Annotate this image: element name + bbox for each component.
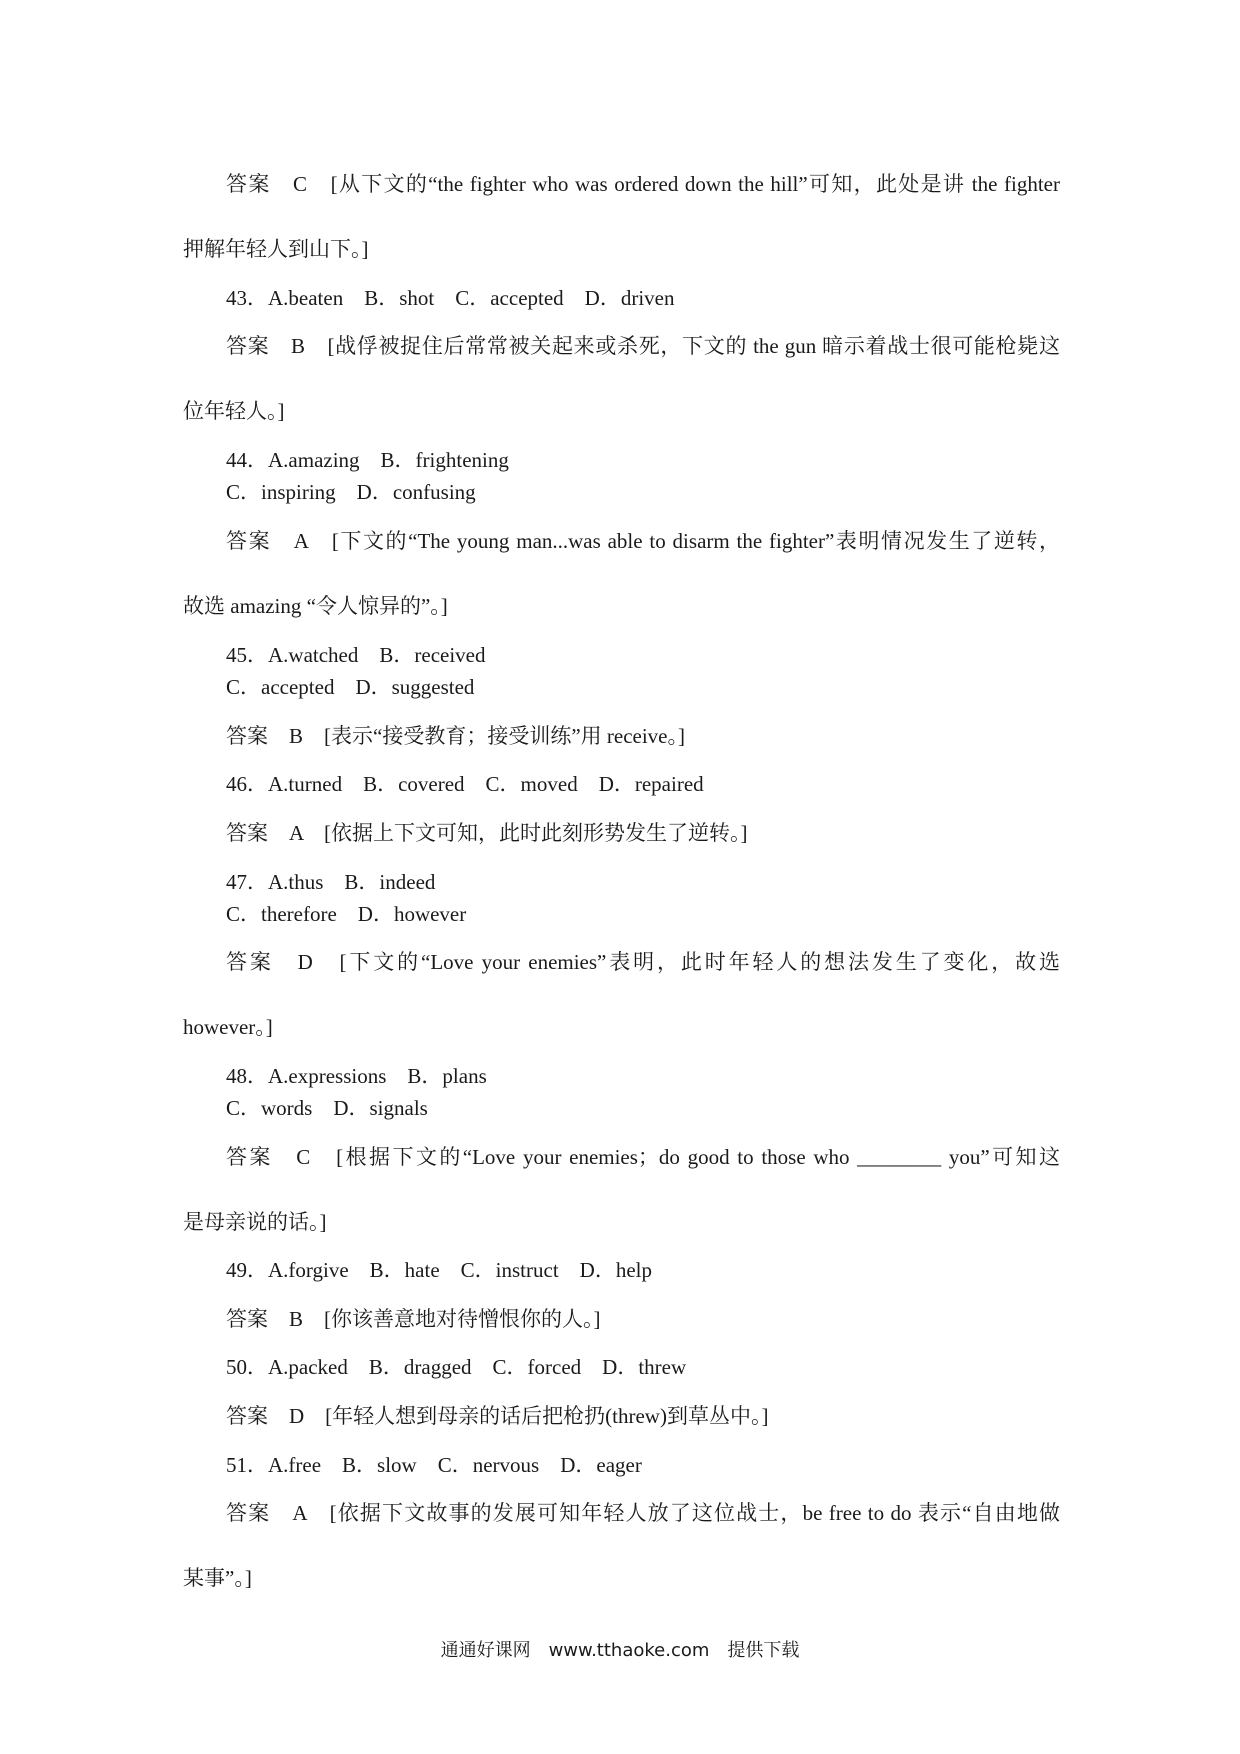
document-line: 45．A.watched B．received [226, 643, 486, 667]
continuation-line: 某事”。] [183, 1566, 252, 1590]
document-line: C．inspiring D．confusing [226, 480, 476, 504]
document-line: 答案 D [年轻人想到母亲的话后把枪扔(threw)到草丛中。] [226, 1404, 769, 1428]
document-line: C．accepted D．suggested [226, 675, 475, 699]
document-line: 答案 A [下文的“The young man...was able to disarm the fighter”表明情况发生了逆转， [226, 529, 1060, 553]
document-line: 44．A.amazing B．frightening [226, 448, 509, 472]
continuation-line: however。] [183, 1015, 273, 1039]
continuation-line: 押解年轻人到山下。] [183, 237, 369, 261]
continuation-line: 位年轻人。] [183, 399, 285, 423]
document-line: 答案 C [根据下文的“Love your enemies；do good to those who ________ you”可知这 [226, 1145, 1060, 1169]
document-line: 答案 D [下文的“Love your enemies”表明，此时年轻人的想法发生了变化，故选 [226, 950, 1060, 974]
document-line: 50．A.packed B．dragged C．forced D．threw [226, 1355, 687, 1379]
document-line: 51．A.free B．slow C．nervous D．eager [226, 1453, 642, 1477]
continuation-line: 是母亲说的话。] [183, 1210, 327, 1234]
document-line: 答案 B [你该善意地对待憎恨你的人。] [226, 1307, 601, 1331]
document-line: 答案 B [表示“接受教育；接受训练”用 receive。] [226, 724, 685, 748]
document-line: 46．A.turned B．covered C．moved D．repaired [226, 772, 704, 796]
document-line: C．words D．signals [226, 1096, 428, 1120]
document-line: 47．A.thus B．indeed [226, 870, 436, 894]
document-line: 答案 A [依据下文故事的发展可知年轻人放了这位战士，be free to do 表示“自由地做 [226, 1501, 1060, 1525]
document-line: 43．A.beaten B．shot C．accepted D．driven [226, 286, 675, 310]
document-line: 答案 C [从下文的“the fighter who was ordered down the hill”可知，此处是讲 the fighter [226, 172, 1060, 196]
page-footer: 通通好课网 www.tthaoke.com 提供下载 [440, 1640, 800, 1661]
document-line: C．therefore D．however [226, 902, 467, 926]
continuation-line: 故选 amazing “令人惊异的”。] [183, 594, 448, 618]
document-line: 48．A.expressions B．plans [226, 1064, 487, 1088]
document-line: 答案 A [依据上下文可知，此时此刻形势发生了逆转。] [226, 821, 748, 845]
document-line: 答案 B [战俘被捉住后常常被关起来或杀死，下文的 the gun 暗示着战士很可能枪毙这 [226, 334, 1060, 358]
document-line: 49．A.forgive B．hate C．instruct D．help [226, 1258, 652, 1282]
